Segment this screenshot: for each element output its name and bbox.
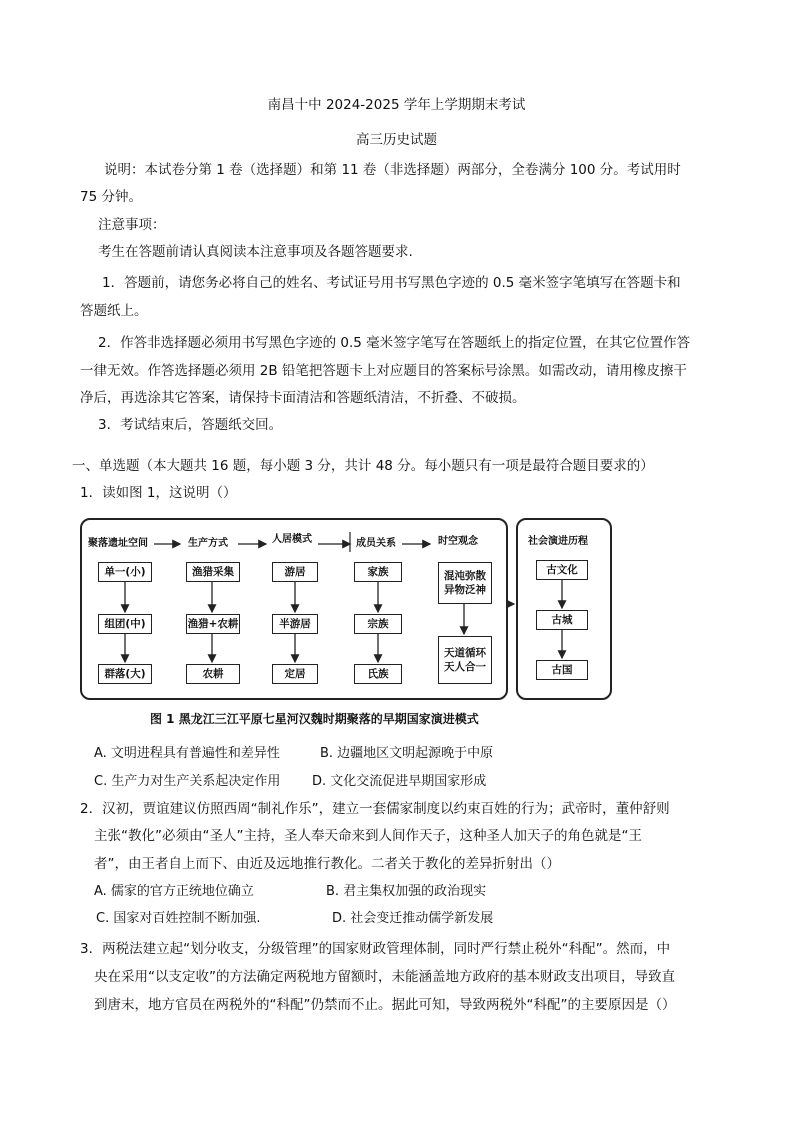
box-single: 单一(小) (98, 562, 152, 582)
box-chaos-pantheism: 混沌弥散 异物泛神 (438, 562, 492, 604)
box-ancient-culture: 古文化 (536, 560, 588, 580)
header-settlement-space: 聚落遗址空间 (88, 538, 148, 549)
note2-line2: 一律无效。作答选择题必须用 2B 铅笔把答题卡上对应题目的答案标号涂黑。如需改动，请用橡皮擦干 (80, 363, 687, 379)
box-settled: 定居 (272, 664, 318, 684)
q3-line2: 央在采用“以支定收”的方法确定两税地方留额时，未能涵盖地方政府的基本财政支出项目，导致直 (94, 969, 675, 985)
q2-line1: 2．汉初，贾谊建议仿照西周“制礼作乐”，建立一套儒家制度以约束百姓的行为；武帝时，董仲舒则 (80, 801, 670, 817)
box-family: 家族 (354, 562, 402, 582)
header-member-relation: 成员关系 (356, 538, 396, 549)
exam-title: 南昌十中 2024-2025 学年上学期期末考试 (267, 97, 526, 113)
q2-option-d[interactable]: D. 社会变迁推动儒学新发展 (332, 911, 494, 926)
box-ancient-state: 古国 (536, 660, 588, 680)
q2-line3: 者”，由王者自上而下、由近及远地推行教化。二者关于教化的差异折射出（） (94, 856, 560, 872)
q2-line2: 主张“教化”必须由“圣人”主持，圣人奉天命来到人间作天子，这种圣人加天子的角色就是“王 (94, 828, 642, 844)
desc-line1: 说明：本试卷分第 1 卷（选择题）和第 11 卷（非选择题）两部分，全卷满分 100 分。考试用时 (104, 162, 681, 178)
header-habitation: 人居模式 (272, 534, 312, 545)
box-cluster: 组团(中) (98, 614, 152, 634)
q2-option-a[interactable]: A. 儒家的官方正统地位确立 (94, 884, 254, 899)
note2-line1: 2．作答非选择题必须用书写黑色字迹的 0.5 毫米签字笔写在答题纸上的指定位置，在其它位置作答 (98, 335, 691, 351)
q1-option-b[interactable]: B. 边疆地区文明起源晚于中原 (320, 746, 494, 761)
note2-line3: 净后，再选涂其它答案，请保持卡面清洁和答题纸清洁，不折叠、不破损。 (80, 390, 526, 406)
box-ancient-city: 古城 (536, 610, 588, 630)
notes-intro: 考生在答题前请认真阅读本注意事项及各题答题要求. (98, 244, 413, 260)
header-spacetime: 时空观念 (438, 536, 478, 547)
note1-line1: 1．答题前，请您务必将自己的姓名、考试证号用书写黑色字迹的 0.5 毫米签字笔填写在答题卡和 (102, 275, 681, 291)
q3-line3: 到唐末，地方官员在两税外的“科配”仍禁而不止。据此可知，导致两税外“科配”的主要原因是（） (94, 997, 676, 1013)
exam-subtitle: 高三历史试题 (356, 132, 437, 148)
box-fishing-gathering: 渔猎采集 (186, 562, 240, 582)
box-semi-nomadic: 半游居 (272, 614, 318, 634)
box-tribe: 氏族 (354, 664, 402, 684)
q1-stem: 1．读如图 1，这说明（） (80, 485, 237, 501)
notes-title: 注意事项： (98, 217, 166, 233)
q1-option-a[interactable]: A. 文明进程具有普遍性和差异性 (94, 746, 280, 761)
section-heading: 一、单选题（本大题共 16 题，每小题 3 分，共计 48 分。每小题只有一项是最符合题目要求的） (72, 458, 654, 474)
figure-caption: 图 1 黑龙江三江平原七星河汉魏时期聚落的早期国家演进模式 (150, 712, 479, 726)
q2-option-c[interactable]: C. 国家对百姓控制不断加强. (96, 911, 261, 926)
q1-option-c[interactable]: C. 生产力对生产关系起决定作用 (94, 774, 281, 789)
box-clan: 宗族 (354, 614, 402, 634)
q1-figure (80, 514, 610, 704)
note1-line2: 答题纸上。 (80, 303, 148, 319)
box-farming: 农耕 (186, 664, 240, 684)
desc-line2: 75 分钟。 (80, 189, 142, 205)
q2-option-b[interactable]: B. 君主集权加强的政治现实 (326, 884, 487, 899)
box-fishing-farming: 渔猎+农耕 (186, 614, 240, 634)
q1-option-d[interactable]: D. 文化交流促进早期国家形成 (312, 774, 487, 789)
q3-line1: 3．两税法建立起“划分收支，分级管理”的国家财政管理体制，同时严行禁止税外“科配”。然而，中 (80, 941, 671, 957)
box-nomadic: 游居 (272, 562, 318, 582)
box-heaven-unity: 天道循环 天人合一 (438, 636, 492, 684)
header-production: 生产方式 (188, 538, 228, 549)
note3: 3．考试结束后，答题纸交回。 (98, 417, 283, 433)
header-social-evolution: 社会演进历程 (528, 536, 588, 547)
box-group: 群落(大) (98, 664, 152, 684)
